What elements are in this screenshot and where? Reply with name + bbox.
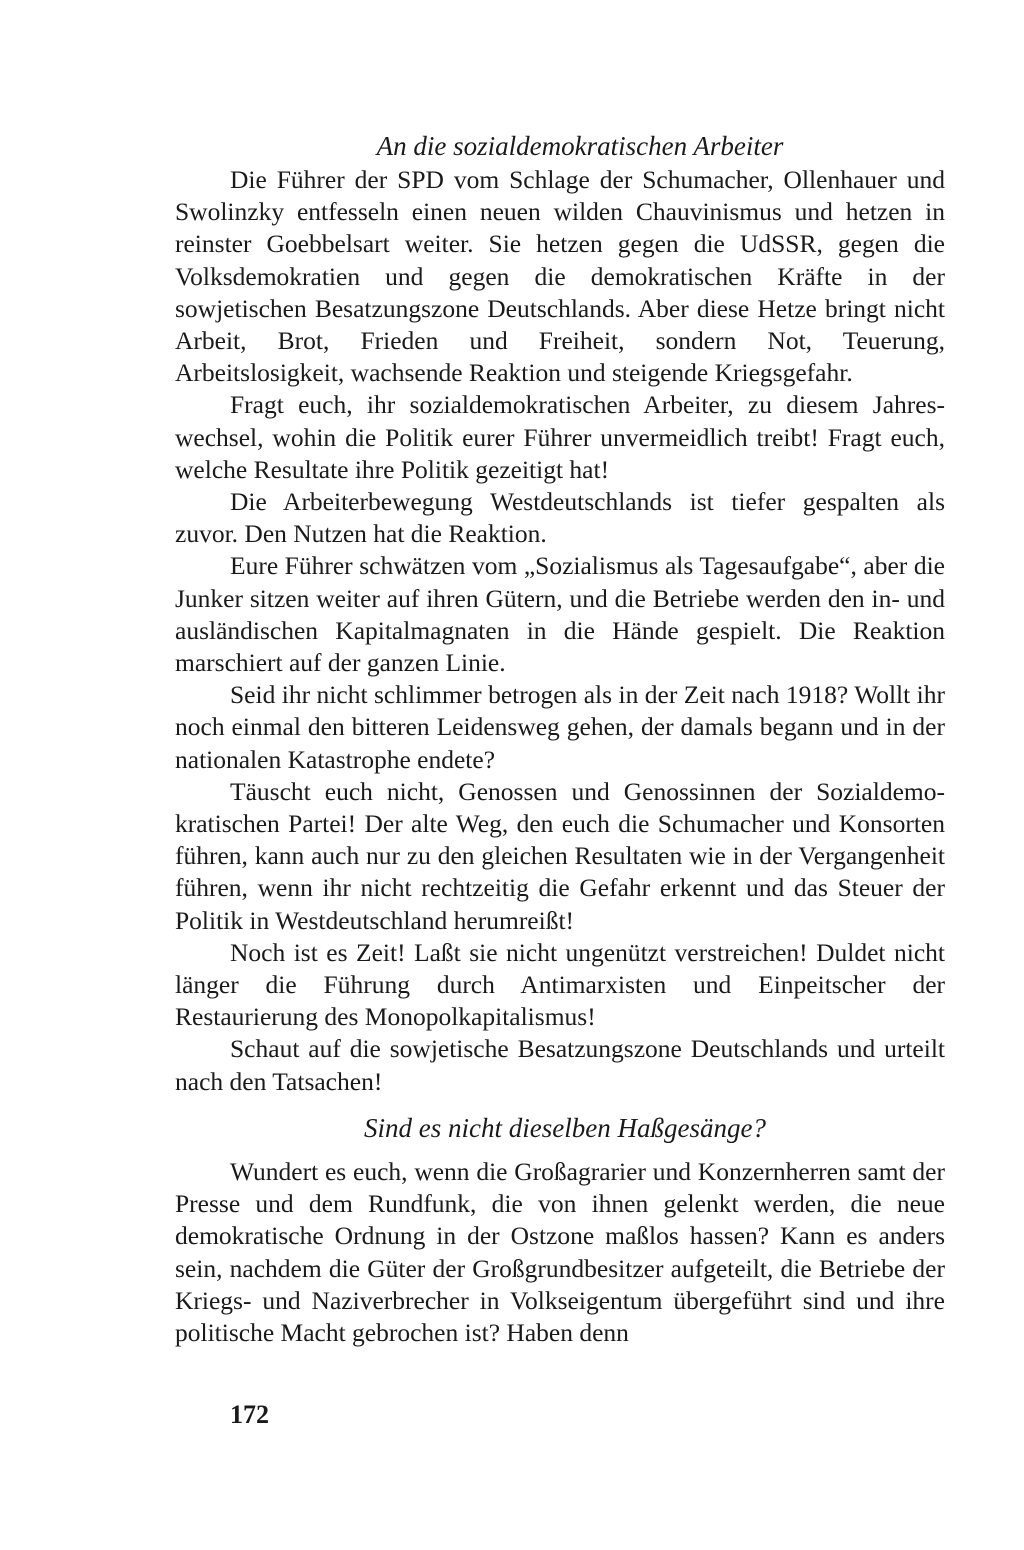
paragraph: Die Arbeiterbewegung Westdeutschlands ist tiefer gespalten als zuvor. Den Nutzen hat die Reaktion.	[175, 487, 945, 549]
page-number: 172	[230, 1400, 269, 1429]
paragraph: Fragt euch, ihr sozialdemokratischen Arbeiter, zu diesem Jahreswechsel, wohin die Politik eurer Führer unvermeidlich treibt! Fragt euch, welche Resultate ihre Politik gezeitigt hat!	[175, 390, 945, 484]
paragraph: Eure Führer schwätzen vom „Sozialismus als Tagesaufgabe“, aber die Junker sitzen weiter auf ihren Gütern, und die Betriebe werden den in- und ausländischen Kapitalmagnaten in die Hände gespielt. Die Reaktion marschiert auf der ganzen Linie.	[175, 551, 945, 678]
paragraph: Die Führer der SPD vom Schlage der Schumacher, Ollenhauer und Swolinzky entfesseln einen neuen wilden Chauvinismus und hetzen in reinster Goebbelsart weiter. Sie hetzen gegen die UdSSR, gegen die Volksdemokratien und gegen die demokratischen Kräfte in der sowjetischen Besatzungszone Deutschlands. Aber diese Hetze bringt nicht Arbeit, Brot, Frieden und Freiheit, sondern Not, Teuerung, Arbeitslosigkeit, wachsende Reaktion und steigende Kriegsgefahr.	[175, 165, 945, 388]
paragraph: Seid ihr nicht schlimmer betrogen als in der Zeit nach 1918? Wollt ihr noch einmal den bitteren Leidensweg gehen, der damals begann und in der nationalen Katastrophe endete?	[175, 680, 945, 774]
document-page	[175, 128, 945, 1349]
section-heading: An die sozialdemokratischen Arbeiter	[376, 131, 784, 161]
section-heading: Sind es nicht dieselben Haßgesänge?	[364, 1112, 766, 1143]
paragraph: Noch ist es Zeit! Laßt sie nicht ungenützt verstreichen! Duldet nicht länger die Führung durch Antimarxisten und Einpeitscher der Restaurierung des Monopolkapitalismus!	[175, 937, 945, 1032]
paragraph: Schaut auf die sowjetische Besatzungszone Deutschlands und urteilt nach den Tatsachen!	[175, 1034, 945, 1096]
paragraph: Wundert es euch, wenn die Großagrarier und Konzernherren samt der Presse und dem Rundfunk, die von ihnen gelenkt werden, die neue demokratische Ordnung in der Ostzone maßlos hassen? Kann es anders sein, nachdem die Güter der Großgrundbesitzer aufgeteilt, die Betriebe der Kriegs- und Naziverbrecher in Volkseigentum übergeführt sind und ihre politische Macht gebrochen ist? Haben denn	[175, 1156, 945, 1347]
paragraph: Täuscht euch nicht, Genossen und Genossinnen der Sozialdemokratischen Partei! Der alte Weg, den euch die Schumacher und Konsorten führen, kann auch nur zu den gleichen Resultaten wie in der Vergangenheit führen, wenn ihr nicht rechtzeitig die Gefahr erkennt und das Steuer der Politik in Westdeutschland herumreißt!	[175, 776, 945, 935]
